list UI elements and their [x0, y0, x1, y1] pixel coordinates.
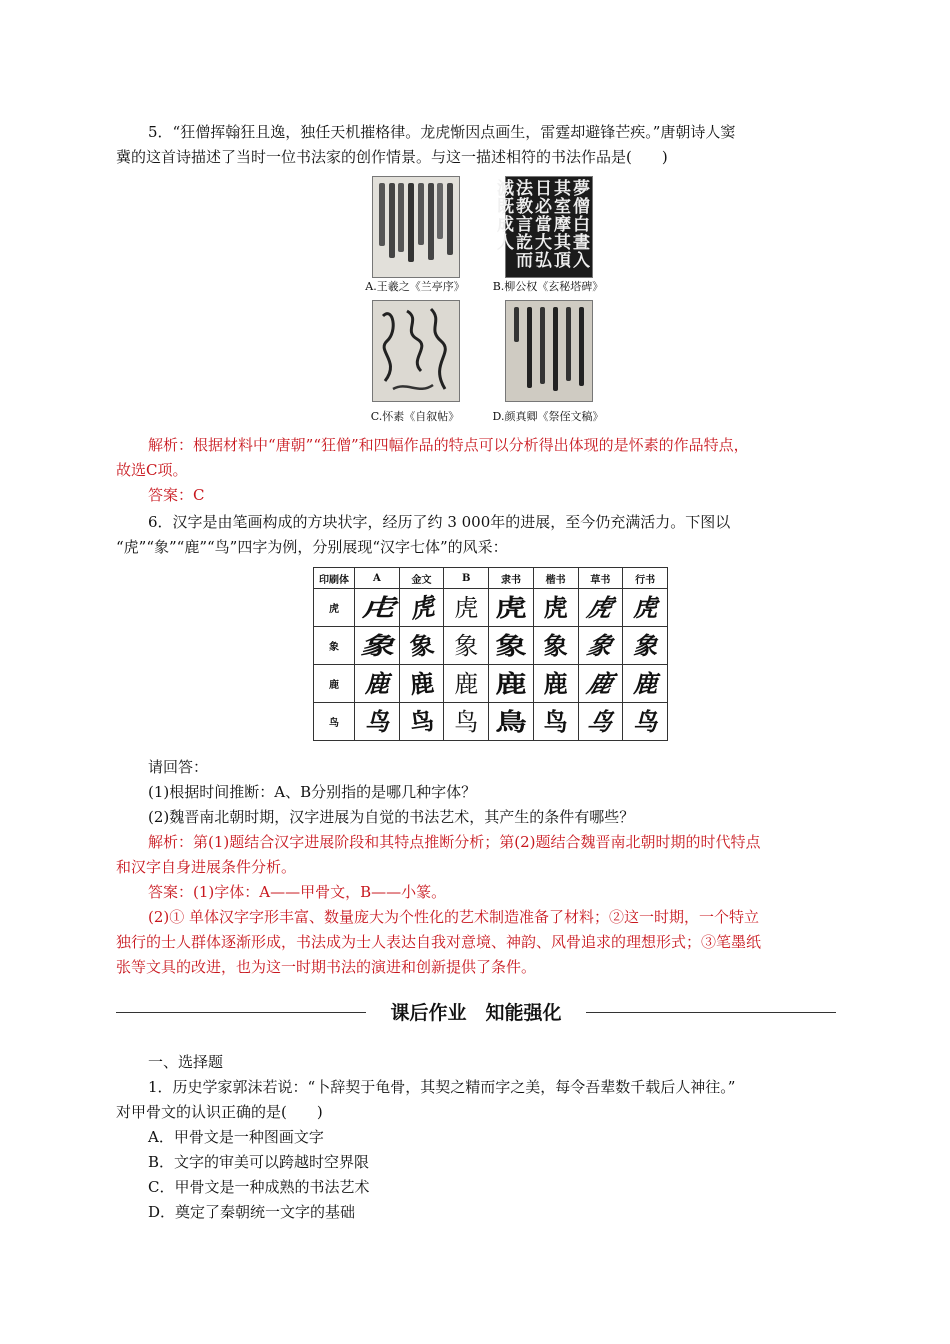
q6-sub1: (1)根据时间推断：A、B分别指的是哪几种字体？ [148, 783, 477, 801]
q1-option-d: D．奠定了秦朝统一文字的基础 [148, 1203, 356, 1221]
table-header: 印刷体 [314, 568, 355, 589]
row-label: 鹿 [314, 665, 355, 703]
table-row [314, 703, 668, 741]
q1-option-a: A．甲骨文是一种图画文字 [148, 1128, 324, 1146]
option-b-caption: B.柳公权《玄秘塔碑》 [492, 280, 604, 293]
glyph-cell: 鸟 [584, 706, 617, 736]
glyph-cell: 鹿 [495, 668, 527, 698]
glyph-cell: 鸟 [543, 706, 568, 736]
glyph-cell: 鹿 [543, 668, 568, 698]
table-header: 金文 [399, 568, 444, 589]
glyph-cell: 虎 [495, 592, 527, 622]
row-label: 鸟 [314, 703, 355, 741]
glyph-cell: 象 [584, 630, 617, 660]
q5-answer: 答案：C [148, 486, 205, 504]
q1-stem-line2: 对甲骨文的认识正确的是( ) [116, 1103, 323, 1121]
section-header [116, 1000, 836, 1026]
glyph-cell: 鹿 [584, 668, 617, 698]
glyph-cell: 象 [543, 630, 568, 660]
glyph-cell: 鸟 [364, 706, 389, 736]
glyph-cell: 虍 [362, 592, 392, 622]
q5-stem-line2: 冀的这首诗描述了当时一位书法家的创作情景。与这一描述相符的书法作品是( ) [116, 148, 668, 166]
glyph-cell: 象 [407, 628, 436, 662]
row-label: 虎 [314, 589, 355, 627]
q5-stem-line1: 5．“狂僧挥翰狂且逸，独任天机摧格律。龙虎惭因点画生，雷霆却避锋芒疾。”唐朝诗人窦 [148, 123, 736, 141]
glyph-cell: 鹿 [364, 668, 389, 698]
q6-analysis-line2: 和汉字自身进展条件分析。 [116, 858, 297, 876]
script-styles-table [313, 567, 668, 741]
glyph-cell: 鹿 [454, 669, 479, 698]
q1-stem-line1: 1．历史学家郭沫若说：“卜辞契于龟骨，其契之精而字之美，每令吾辈数千载后人神往。” [148, 1078, 736, 1096]
cursive-strokes-graphic [373, 301, 459, 401]
table-header-row [314, 568, 668, 589]
table-row [314, 627, 668, 665]
q6-answer2-line2: 独行的士人群体逐渐形成，书法成为士人表达自我对意境、神韵、风骨追求的理想形式；③笔墨纸 [116, 933, 762, 951]
option-d-caption: D.颜真卿《祭侄文稿》 [492, 410, 604, 423]
q1-option-b: B．文字的审美可以跨越时空界限 [148, 1153, 370, 1171]
glyph-cell: 虎 [584, 592, 617, 622]
option-a-image [372, 176, 460, 278]
option-d-image [505, 300, 593, 402]
option-a-caption: A.王羲之《兰亭序》 [365, 280, 465, 293]
q6-sub2: (2)魏晋南北朝时期，汉字进展为自觉的书法艺术，其产生的条件有哪些？ [148, 808, 635, 826]
glyph-cell: 鸟 [454, 707, 479, 736]
q6-answer2-line1: (2)① 单体汉字字形丰富、数量庞大为个性化的艺术制造准备了材料；②这一时期，一个特立 [148, 908, 760, 926]
q1-option-c: C．甲骨文是一种成熟的书法艺术 [148, 1178, 370, 1196]
table-row [314, 665, 668, 703]
section-part-label: 一、选择题 [148, 1053, 224, 1071]
glyph-cell: 象 [633, 630, 658, 660]
glyph-cell: 虎 [454, 593, 479, 622]
glyph-cell: 鸟 [407, 704, 436, 738]
glyph-cell: 鳥 [495, 706, 527, 736]
row-label: 象 [314, 627, 355, 665]
table-header: 隶书 [489, 568, 534, 589]
q5-analysis-line1: 解析：根据材料中“唐朝”“狂僧”和四幅作品的特点可以分析得出体现的是怀素的作品特点， [148, 436, 749, 454]
glyph-cell: 虎 [543, 592, 568, 622]
glyph-cell: 象 [360, 630, 394, 660]
q6-answer1: 答案：(1)字体：A——甲骨文，B——小篆。 [148, 883, 447, 901]
q6-stem-line1: 6．汉字是由笔画构成的方块状字，经历了约 3 000年的进展，至今仍充满活力。下图以 [148, 513, 731, 531]
option-c-caption: C.怀素《自叙帖》 [370, 410, 460, 423]
table-row [314, 589, 668, 627]
glyph-cell: 虎 [633, 592, 658, 622]
q6-stem-line2: “虎”“象”“鹿”“鸟”四字为例，分别展现“汉字七体”的风采： [116, 538, 508, 556]
q6-ask: 请回答： [148, 758, 209, 776]
table-header: B [444, 568, 489, 589]
glyph-cell: 鸟 [633, 706, 658, 736]
option-c-image [372, 300, 460, 402]
q6-answer2-line3: 张等文具的改进，也为这一时期书法的演进和创新提供了条件。 [116, 958, 537, 976]
glyph-cell: 象 [454, 631, 479, 660]
table-header: 楷书 [533, 568, 578, 589]
glyph-cell: 鹿 [408, 667, 435, 699]
q5-analysis-line2: 故选C项。 [116, 461, 188, 479]
table-header: 行书 [623, 568, 668, 589]
table-header: 草书 [578, 568, 623, 589]
table-header: A [355, 568, 400, 589]
glyph-cell: 象 [495, 630, 527, 660]
option-b-image: 夢僧白晝入其室摩其頂日必當大弘法教言訖而滅既成人 [505, 176, 593, 278]
q6-analysis-line1: 解析：第(1)题结合汉字进展阶段和其特点推断分析；第(2)题结合魏晋南北朝时期的时代特点 [148, 833, 761, 851]
section-title: 课后作业 知能强化 [384, 1002, 567, 1024]
glyph-cell: 虎 [407, 590, 436, 624]
glyph-cell: 鹿 [633, 668, 658, 698]
